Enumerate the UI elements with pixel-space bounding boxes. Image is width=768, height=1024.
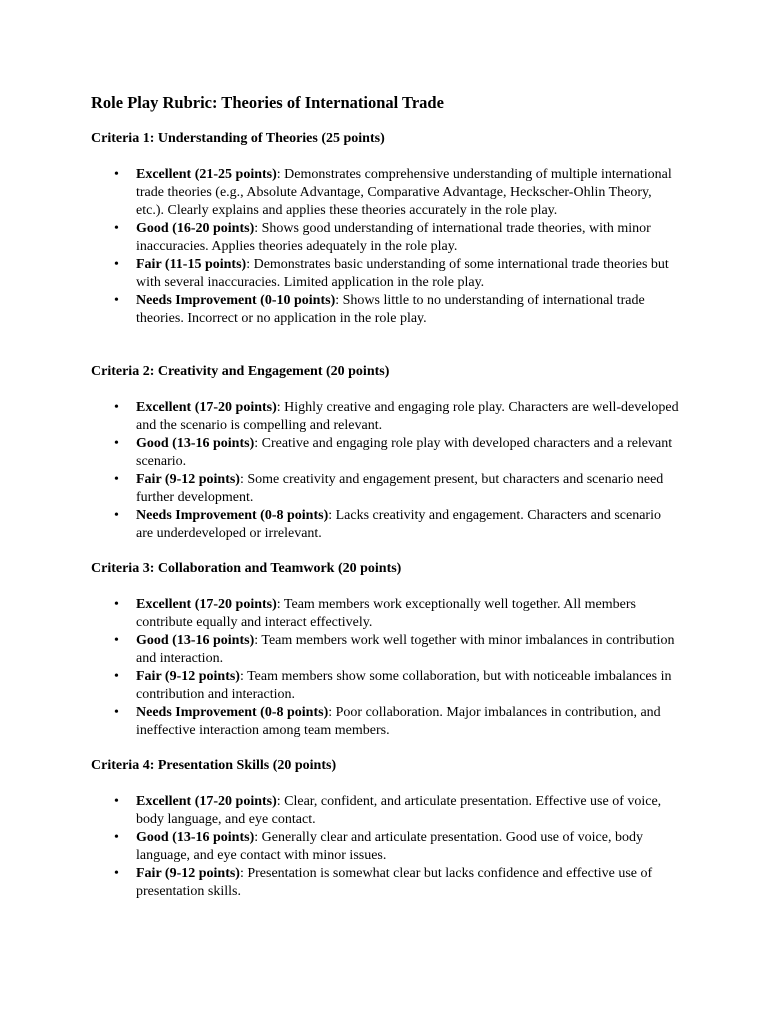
- bullet-icon: •: [114, 597, 119, 612]
- level-name: Excellent (17-20 points): [136, 794, 277, 809]
- level-description: : Demonstrates comprehensive understanding of multiple international trade theories (e.g., Absolute Advantage, Comparative Advantage, Heckscher-Ohlin Theory, etc.). Clearly explains and applies these theories accurately in the role play.: [136, 167, 672, 218]
- level-description: : Team members show some collaboration, but with noticeable imbalances in contribution and interaction.: [136, 669, 672, 702]
- level-name: Good (13-16 points): [136, 436, 255, 451]
- level-name: Needs Improvement (0-10 points): [136, 293, 336, 308]
- list-item: [0, 292, 681, 328]
- bullet-icon: •: [114, 830, 119, 845]
- bullet-icon: •: [114, 257, 119, 272]
- level-description: : Team members work exceptionally well together. All members contribute equally and interact effectively.: [136, 597, 636, 630]
- level-description: : Lacks creativity and engagement. Characters and scenario are underdeveloped or irrelevant.: [136, 508, 661, 541]
- list-item: [0, 220, 681, 256]
- level-description: : Some creativity and engagement present, but characters and scenario need further development.: [136, 472, 664, 505]
- criteria-levels-list: [0, 793, 768, 901]
- criteria-levels-list: [0, 166, 768, 328]
- bullet-icon: •: [114, 472, 119, 487]
- level-name: Fair (9-12 points): [136, 866, 240, 881]
- level-name: Excellent (21-25 points): [136, 167, 277, 182]
- level-name: Fair (9-12 points): [136, 472, 240, 487]
- level-name: Excellent (17-20 points): [136, 400, 277, 415]
- level-description: : Clear, confident, and articulate presentation. Effective use of voice, body language, and eye contact.: [136, 794, 662, 827]
- bullet-icon: •: [114, 633, 119, 648]
- level-description: : Team members work well together with minor imbalances in contribution and interaction.: [136, 633, 675, 666]
- level-name: Good (13-16 points): [136, 633, 255, 648]
- level-description: : Creative and engaging role play with developed characters and a relevant scenario.: [136, 436, 673, 469]
- level-description: : Shows good understanding of international trade theories, with minor inaccuracies. Applies theories adequately in the role play.: [136, 221, 651, 254]
- criteria-heading: Criteria 2: Creativity and Engagement (20 points): [91, 364, 390, 379]
- level-name: Fair (9-12 points): [136, 669, 240, 684]
- bullet-icon: •: [114, 221, 119, 236]
- level-name: Fair (11-15 points): [136, 257, 247, 272]
- criteria-levels-list: [0, 596, 768, 740]
- list-item: [0, 435, 681, 471]
- criteria-levels-list: [0, 399, 768, 543]
- criteria-heading: Criteria 1: Understanding of Theories (25 points): [91, 131, 385, 146]
- bullet-icon: •: [114, 400, 119, 415]
- level-name: Needs Improvement (0-8 points): [136, 705, 329, 720]
- level-description: : Demonstrates basic understanding of some international trade theories but with several inaccuracies. Limited application in the role play.: [136, 257, 669, 290]
- list-item: [0, 865, 681, 901]
- document-title: Role Play Rubric: Theories of International Trade: [91, 93, 444, 112]
- level-description: : Poor collaboration. Major imbalances in contribution, and ineffective interaction among team members.: [136, 705, 661, 738]
- list-item: [0, 829, 681, 865]
- list-item: [0, 471, 681, 507]
- list-item: [0, 166, 681, 220]
- level-name: Good (16-20 points): [136, 221, 255, 236]
- level-description: : Shows little to no understanding of international trade theories. Incorrect or no application in the role play.: [136, 293, 645, 326]
- list-item: [0, 668, 681, 704]
- list-item: [0, 596, 681, 632]
- list-item: [0, 399, 681, 435]
- criteria-heading: Criteria 4: Presentation Skills (20 points): [91, 758, 337, 773]
- list-item: [0, 793, 681, 829]
- list-item: [0, 256, 681, 292]
- bullet-icon: •: [114, 705, 119, 720]
- list-item: [0, 507, 681, 543]
- bullet-icon: •: [114, 866, 119, 881]
- bullet-icon: •: [114, 436, 119, 451]
- criteria-heading: Criteria 3: Collaboration and Teamwork (20 points): [91, 561, 402, 576]
- bullet-icon: •: [114, 293, 119, 308]
- bullet-icon: •: [114, 669, 119, 684]
- list-item: [0, 632, 681, 668]
- list-item: [0, 704, 681, 740]
- level-description: : Highly creative and engaging role play. Characters are well-developed and the scenario is compelling and relevant.: [136, 400, 679, 433]
- level-name: Good (13-16 points): [136, 830, 255, 845]
- level-description: : Presentation is somewhat clear but lacks confidence and effective use of presentation skills.: [136, 866, 653, 899]
- bullet-icon: •: [114, 508, 119, 523]
- bullet-icon: •: [114, 794, 119, 809]
- level-name: Excellent (17-20 points): [136, 597, 277, 612]
- level-description: : Generally clear and articulate presentation. Good use of voice, body language, and eye contact with minor issues.: [136, 830, 643, 863]
- bullet-icon: •: [114, 167, 119, 182]
- level-name: Needs Improvement (0-8 points): [136, 508, 329, 523]
